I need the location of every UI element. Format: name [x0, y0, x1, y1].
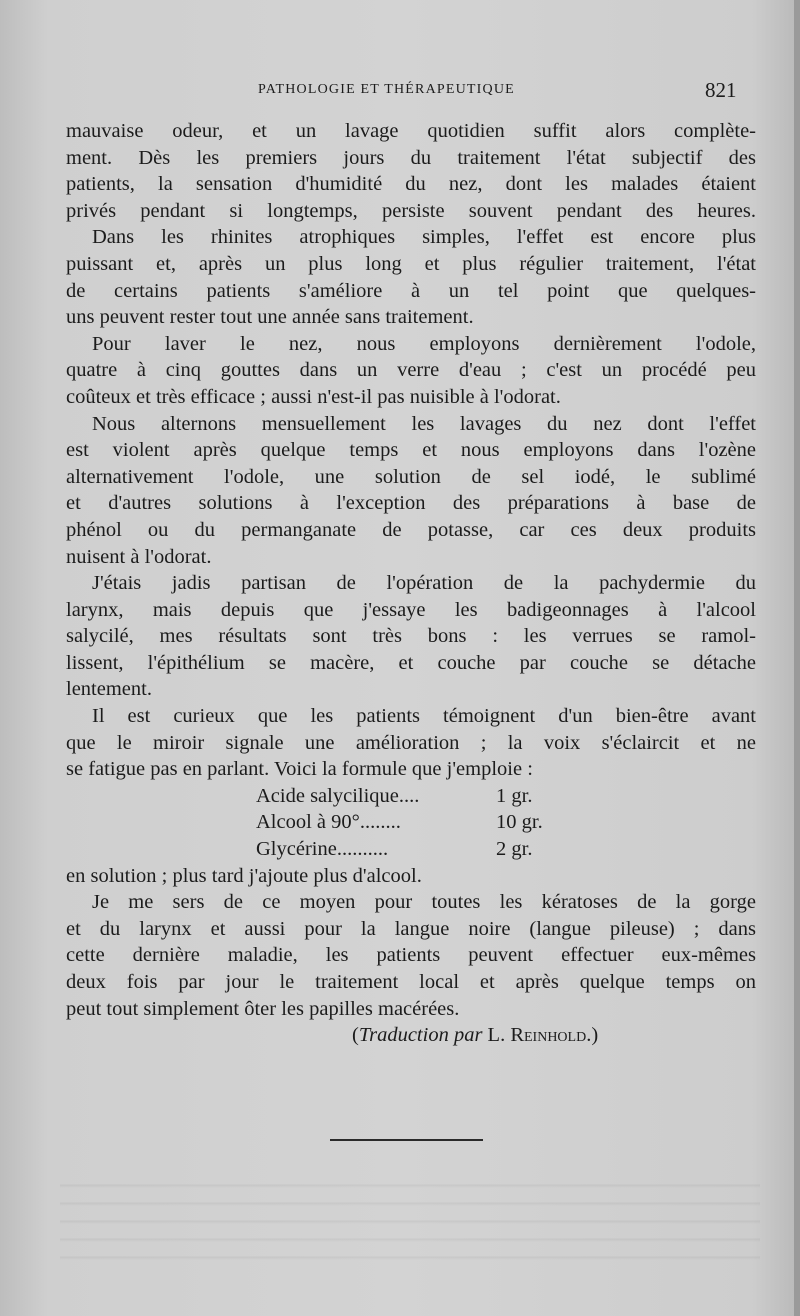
text-line: Pour laver le nez, nous employons dernièrement l'odole,: [92, 332, 756, 355]
body-text: [66, 118, 756, 1049]
text-line: alternativement l'odole, une solution de sel iodé, le sublimé: [66, 465, 756, 488]
text-line: lentement.: [66, 678, 152, 701]
text-line: phénol ou du permanganate de potasse, car ces deux produits: [66, 518, 756, 541]
text-line: puissant et, après un plus long et plus régulier traitement, l'état: [66, 252, 756, 275]
formula-ingredient: Glycérine..........: [256, 838, 389, 861]
text-line: que le miroir signale une amélioration ; la voix s'éclaircit et ne: [66, 731, 756, 754]
text-line: Nous alternons mensuellement les lavages du nez dont l'effet: [92, 412, 756, 435]
text-line: privés pendant si longtemps, persiste souvent pendant des heures.: [66, 199, 756, 222]
page-number: 821: [705, 78, 737, 102]
text-line: nuisent à l'odorat.: [66, 545, 212, 568]
formula-quantity: 10 gr.: [496, 811, 543, 834]
formula-ingredient: Alcool à 90°........: [256, 811, 401, 834]
text-line: salycilé, mes résultats sont très bons : les verrues se ramol-: [66, 625, 756, 648]
text-line: larynx, mais depuis que j'essaye les badigeonnages à l'alcool: [66, 598, 756, 621]
text-line: J'étais jadis partisan de l'opération de la pachydermie du: [92, 572, 756, 595]
translator-signature: [66, 1022, 756, 1049]
text-line: en solution ; plus tard j'ajoute plus d'alcool.: [66, 864, 422, 887]
formula-ingredient: Acide salycilique....: [256, 784, 420, 807]
signature-close-paren: ): [591, 1024, 599, 1047]
text-line: de certains patients s'améliore à un tel point que quelques-: [66, 279, 756, 302]
text-line: mauvaise odeur, et un lavage quotidien suffit alors complète-: [66, 120, 756, 142]
section-rule: [330, 1139, 483, 1141]
running-header: [0, 80, 800, 104]
show-through-text: [60, 1170, 760, 1260]
formula-row: [66, 783, 756, 810]
text-line: ment. Dès les premiers jours du traitement l'état subjectif des: [66, 146, 756, 169]
formula-quantity: 1 gr.: [496, 784, 533, 807]
text-line: quatre à cinq gouttes dans un verre d'eau ; c'est un procédé peu: [66, 359, 756, 382]
text-line: cette dernière maladie, les patients peuvent effectuer eux-mêmes: [66, 944, 756, 967]
text-line: Je me sers de ce moyen pour toutes les kératoses de la gorge: [92, 891, 756, 914]
text-line: peut tout simplement ôter les papilles macérées.: [66, 997, 460, 1020]
text-line: se fatigue pas en parlant. Voici la formule que j'emploie :: [66, 758, 533, 781]
signature-name: L. Reinhold.: [487, 1024, 592, 1047]
text-line: et du larynx et aussi pour la langue noire (langue pileuse) ; dans: [66, 917, 756, 940]
page-edge-shadow: [794, 0, 800, 1316]
signature-open-paren: (: [352, 1024, 359, 1047]
text-line: Il est curieux que les patients témoignent d'un bien-être avant: [92, 705, 756, 728]
text-line: et d'autres solutions à l'exception des préparations à base de: [66, 492, 756, 515]
text-line: est violent après quelque temps et nous employons dans l'ozène: [66, 439, 756, 462]
text-line: uns peuvent rester tout une année sans traitement.: [66, 306, 474, 329]
signature-italic: Traduction par: [358, 1024, 483, 1047]
formula-quantity: 2 gr.: [496, 838, 533, 861]
text-line: deux fois par jour le traitement local et après quelque temps on: [66, 971, 756, 993]
text-line: patients, la sensation d'humidité du nez, dont les malades étaient: [66, 173, 756, 196]
formula-row: [66, 809, 756, 836]
text-line: lissent, l'épithélium se macère, et couche par couche se détache: [66, 651, 756, 674]
running-title: PATHOLOGIE ET THÉRAPEUTIQUE: [258, 82, 515, 97]
text-line: coûteux et très efficace ; aussi n'est-il pas nuisible à l'odorat.: [66, 385, 561, 408]
formula-row: [66, 836, 756, 863]
text-line: Dans les rhinites atrophiques simples, l'effet est encore plus: [92, 226, 756, 249]
